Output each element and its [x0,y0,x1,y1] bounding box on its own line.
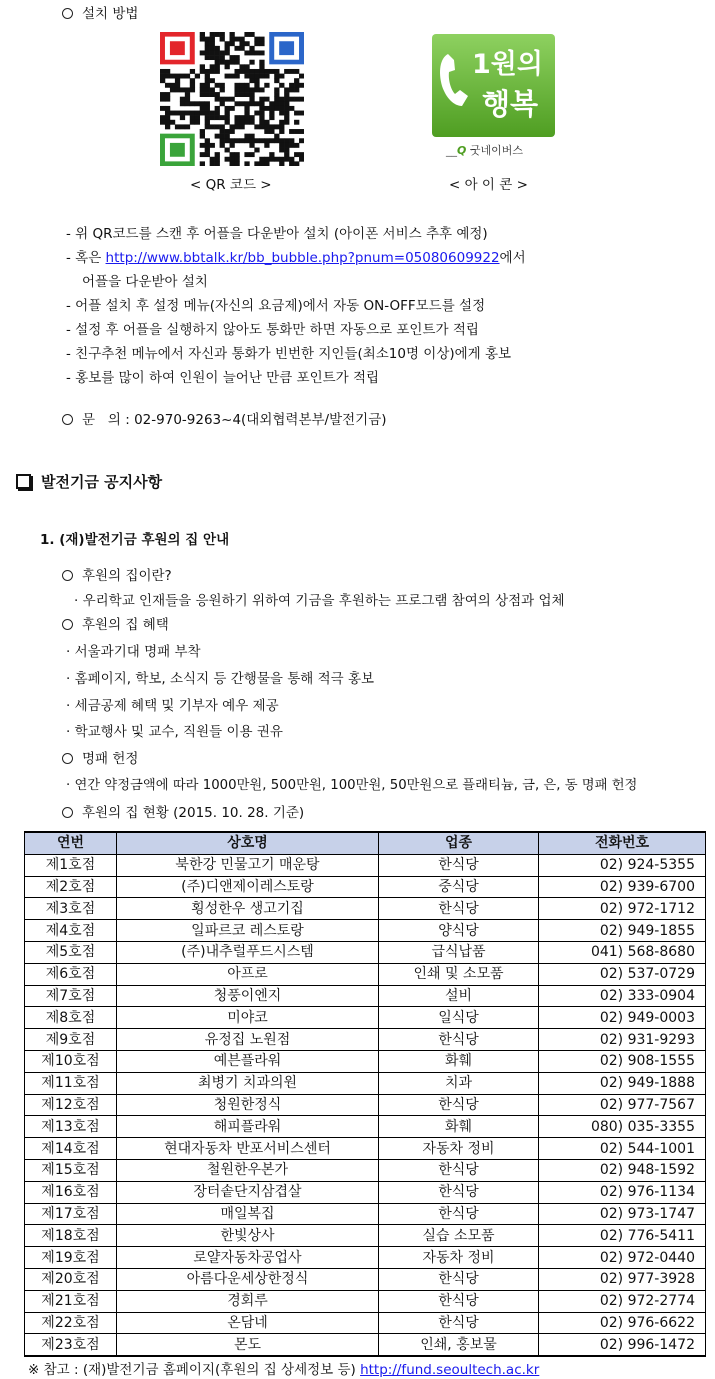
q3-description: · 연간 약정금액에 따라 1000만원, 500만원, 100만원, 50만원으로 플래티늄, 금, 은, 동 명패 헌정 [66,778,638,793]
table-row [25,1312,706,1334]
circle-bullet-icon [62,570,73,581]
cell-store-name: 청풍이엔지 [117,985,379,1007]
cell-phone: 02) 972-2774 [539,1290,706,1312]
cell-business-type: 한식당 [379,1159,539,1181]
cell-business-type: 한식당 [379,898,539,920]
cell-phone: 02) 973-1747 [539,1203,706,1225]
install-heading: 설치 방법 [62,2,138,22]
cell-number: 제17호점 [25,1203,117,1225]
cell-number: 제8호점 [25,1007,117,1029]
cell-store-name: 로얄자동차공업사 [117,1247,379,1269]
bbtalk-link[interactable]: http://www.bbtalk.kr/bb_bubble.php?pnum=05080609922 [105,250,500,266]
cell-number: 제9호점 [25,1029,117,1051]
cell-store-name: 예븐플라워 [117,1050,379,1072]
table-row [25,1334,706,1356]
cell-phone: 02) 949-1855 [539,920,706,942]
q2-heading: 후원의 집 혜택 [62,613,169,633]
circle-bullet-icon [62,8,73,19]
table-row [25,876,706,898]
cell-business-type: 화훼 [379,1050,539,1072]
table-row [25,1159,706,1181]
cell-store-name: 몬도 [117,1334,379,1356]
cell-store-name: 온담네 [117,1312,379,1334]
cell-business-type: 실습 소모품 [379,1225,539,1247]
cell-phone: 02) 544-1001 [539,1138,706,1160]
cell-business-type: 자동차 정비 [379,1247,539,1269]
cell-number: 제15호점 [25,1159,117,1181]
cell-store-name: 유정집 노원점 [117,1029,379,1051]
table-row [25,1116,706,1138]
cell-business-type: 한식당 [379,1312,539,1334]
item-title: 1. (재)발전기금 후원의 집 안내 [40,532,230,548]
benefit-item: · 세금공제 혜택 및 기부자 예우 제공 [66,698,279,714]
table-row [25,1094,706,1116]
cell-number: 제11호점 [25,1072,117,1094]
header-phone: 전화번호 [539,832,706,854]
footer-note: ※ 참고 : (재)발전기금 홈페이지(후원의 집 상세정보 등) http://fund.seoultech.ac.kr [28,1362,540,1378]
brand-mark-icon: Q [457,144,467,157]
cell-number: 제3호점 [25,898,117,920]
icon-text-line2: 행복 [482,87,539,121]
benefit-item: · 서울과기대 명패 부착 [66,644,201,660]
cell-phone: 041) 568-8680 [539,941,706,963]
install-bullet: - 친구추천 메뉴에서 자신과 통화가 빈번한 지인들(최소10명 이상)에게 홍보 [66,346,512,362]
cell-number: 제2호점 [25,876,117,898]
cell-business-type: 한식당 [379,1094,539,1116]
cell-number: 제13호점 [25,1116,117,1138]
cell-number: 제1호점 [25,854,117,876]
cell-store-name: 한빛상사 [117,1225,379,1247]
cell-number: 제20호점 [25,1268,117,1290]
install-bullet: - 홍보를 많이 하여 인원이 늘어난 만큼 포인트가 적립 [66,370,380,386]
cell-phone: 02) 333-0904 [539,985,706,1007]
cell-number: 제12호점 [25,1094,117,1116]
contact-line: 문 의 : 02-970-9263~4(대외협력본부/발전기금) [62,408,387,428]
cell-business-type: 화훼 [379,1116,539,1138]
install-bullet: - 위 QR코드를 스캔 후 어플을 다운받아 설치 (아이폰 서비스 추후 예정) [66,226,488,242]
table-row [25,963,706,985]
cell-phone: 02) 537-0729 [539,963,706,985]
cell-number: 제7호점 [25,985,117,1007]
cell-business-type: 설비 [379,985,539,1007]
cell-business-type: 인쇄 및 소모품 [379,963,539,985]
cell-business-type: 중식당 [379,876,539,898]
icon-text-line1: 1원의 [472,49,543,80]
table-row [25,1268,706,1290]
table-row [25,1029,706,1051]
install-bullet: - 설정 후 어플을 실행하지 않아도 통화만 하면 자동으로 포인트가 적립 [66,322,479,338]
cell-business-type: 급식납품 [379,941,539,963]
cell-phone: 02) 972-1712 [539,898,706,920]
cell-number: 제22호점 [25,1312,117,1334]
table-row [25,1203,706,1225]
cell-phone: 02) 939-6700 [539,876,706,898]
circle-bullet-icon [62,753,73,764]
table-row [25,985,706,1007]
fund-link[interactable]: http://fund.seoultech.ac.kr [360,1362,540,1378]
install-bullet: - 어플 설치 후 설정 메뉴(자신의 요금제)에서 자동 ON-OFF모드를 설정 [66,298,486,314]
cell-phone: 02) 924-5355 [539,854,706,876]
benefit-item: · 학교행사 및 교수, 직원들 이용 권유 [66,724,283,740]
table-row [25,1050,706,1072]
table-row [25,1290,706,1312]
cell-store-name: 철원한우본가 [117,1159,379,1181]
cell-business-type: 한식당 [379,1181,539,1203]
cell-store-name: 일파르코 레스토랑 [117,920,379,942]
cell-store-name: 현대자동차 반포서비스센터 [117,1138,379,1160]
cell-number: 제16호점 [25,1181,117,1203]
cell-business-type: 한식당 [379,1290,539,1312]
cell-phone: 02) 972-0440 [539,1247,706,1269]
cell-business-type: 한식당 [379,854,539,876]
cell-store-name: 최병기 치과의원 [117,1072,379,1094]
cell-phone: 02) 949-1888 [539,1072,706,1094]
cell-phone: 02) 931-9293 [539,1029,706,1051]
cell-business-type: 양식당 [379,920,539,942]
qr-caption: < QR 코드 > [190,177,272,193]
cell-business-type: 자동차 정비 [379,1138,539,1160]
q4-heading: 후원의 집 현황 (2015. 10. 28. 기준) [62,801,304,821]
table-row [25,1007,706,1029]
cell-business-type: 치과 [379,1072,539,1094]
table-row [25,898,706,920]
table-row [25,1181,706,1203]
table-row [25,1072,706,1094]
circle-bullet-icon [62,414,73,425]
cell-store-name: 미야코 [117,1007,379,1029]
cell-store-name: (주)내추럴푸드시스템 [117,941,379,963]
q1-description: · 우리학교 인재들을 응원하기 위하여 기금을 후원하는 프로그램 참여의 상점과 업체 [74,593,565,609]
table-row [25,941,706,963]
cell-business-type: 인쇄, 홍보물 [379,1334,539,1356]
cell-store-name: 아름다운세상한정식 [117,1268,379,1290]
cell-number: 제10호점 [25,1050,117,1072]
icon-caption: < 아 이 콘 > [449,177,528,193]
cell-number: 제21호점 [25,1290,117,1312]
table-row [25,854,706,876]
table-row [25,920,706,942]
cell-phone: 02) 949-0003 [539,1007,706,1029]
cell-business-type: 한식당 [379,1268,539,1290]
table-row [25,1247,706,1269]
cell-number: 제5호점 [25,941,117,963]
cell-phone: 02) 948-1592 [539,1159,706,1181]
table-row [25,1138,706,1160]
app-icon-image[interactable] [432,34,555,137]
q3-heading: 명패 헌정 [62,747,138,767]
cell-number: 제14호점 [25,1138,117,1160]
install-link-line-cont: 어플을 다운받아 설치 [82,274,208,290]
cell-business-type: 한식당 [379,1203,539,1225]
install-link-line: - 혹은 http://www.bbtalk.kr/bb_bubble.php?pnum=05080609922에서 [66,250,526,266]
cell-store-name: 경회루 [117,1290,379,1312]
cell-business-type: 일식당 [379,1007,539,1029]
cell-store-name: 횡성한우 생고기집 [117,898,379,920]
cell-business-type: 한식당 [379,1029,539,1051]
cell-phone: 02) 776-5411 [539,1225,706,1247]
cell-store-name: (주)디앤제이레스토랑 [117,876,379,898]
checkbox-square-icon [16,474,31,489]
cell-number: 제19호점 [25,1247,117,1269]
cell-number: 제6호점 [25,963,117,985]
circle-bullet-icon [62,807,73,818]
table-header-row [25,832,706,854]
section-title: 발전기금 공지사항 [16,471,162,492]
cell-phone: 02) 996-1472 [539,1334,706,1356]
cell-number: 제18호점 [25,1225,117,1247]
cell-phone: 02) 977-3928 [539,1268,706,1290]
benefit-item: · 홈페이지, 학보, 소식지 등 간행물을 통해 적극 홍보 [66,671,375,687]
header-business-type: 업종 [379,832,539,854]
brand-logo: __Q 굿네이버스 [446,144,523,157]
cell-phone: 02) 976-6622 [539,1312,706,1334]
sponsor-table [24,831,706,1357]
cell-store-name: 해피플라워 [117,1116,379,1138]
cell-phone: 02) 976-1134 [539,1181,706,1203]
cell-store-name: 청원한정식 [117,1094,379,1116]
phone-handset-icon [438,52,472,108]
header-number: 연번 [25,832,117,854]
qr-code-image[interactable] [160,32,304,166]
cell-store-name: 북한강 민물고기 매운탕 [117,854,379,876]
cell-number: 제23호점 [25,1334,117,1356]
cell-phone: 080) 035-3355 [539,1116,706,1138]
cell-phone: 02) 977-7567 [539,1094,706,1116]
header-store-name: 상호명 [117,832,379,854]
cell-number: 제4호점 [25,920,117,942]
q1-heading: 후원의 집이란? [62,564,172,584]
table-row [25,1225,706,1247]
cell-store-name: 매일복집 [117,1203,379,1225]
cell-phone: 02) 908-1555 [539,1050,706,1072]
cell-store-name: 아프로 [117,963,379,985]
cell-store-name: 장터솥단지삼겹살 [117,1181,379,1203]
circle-bullet-icon [62,619,73,630]
